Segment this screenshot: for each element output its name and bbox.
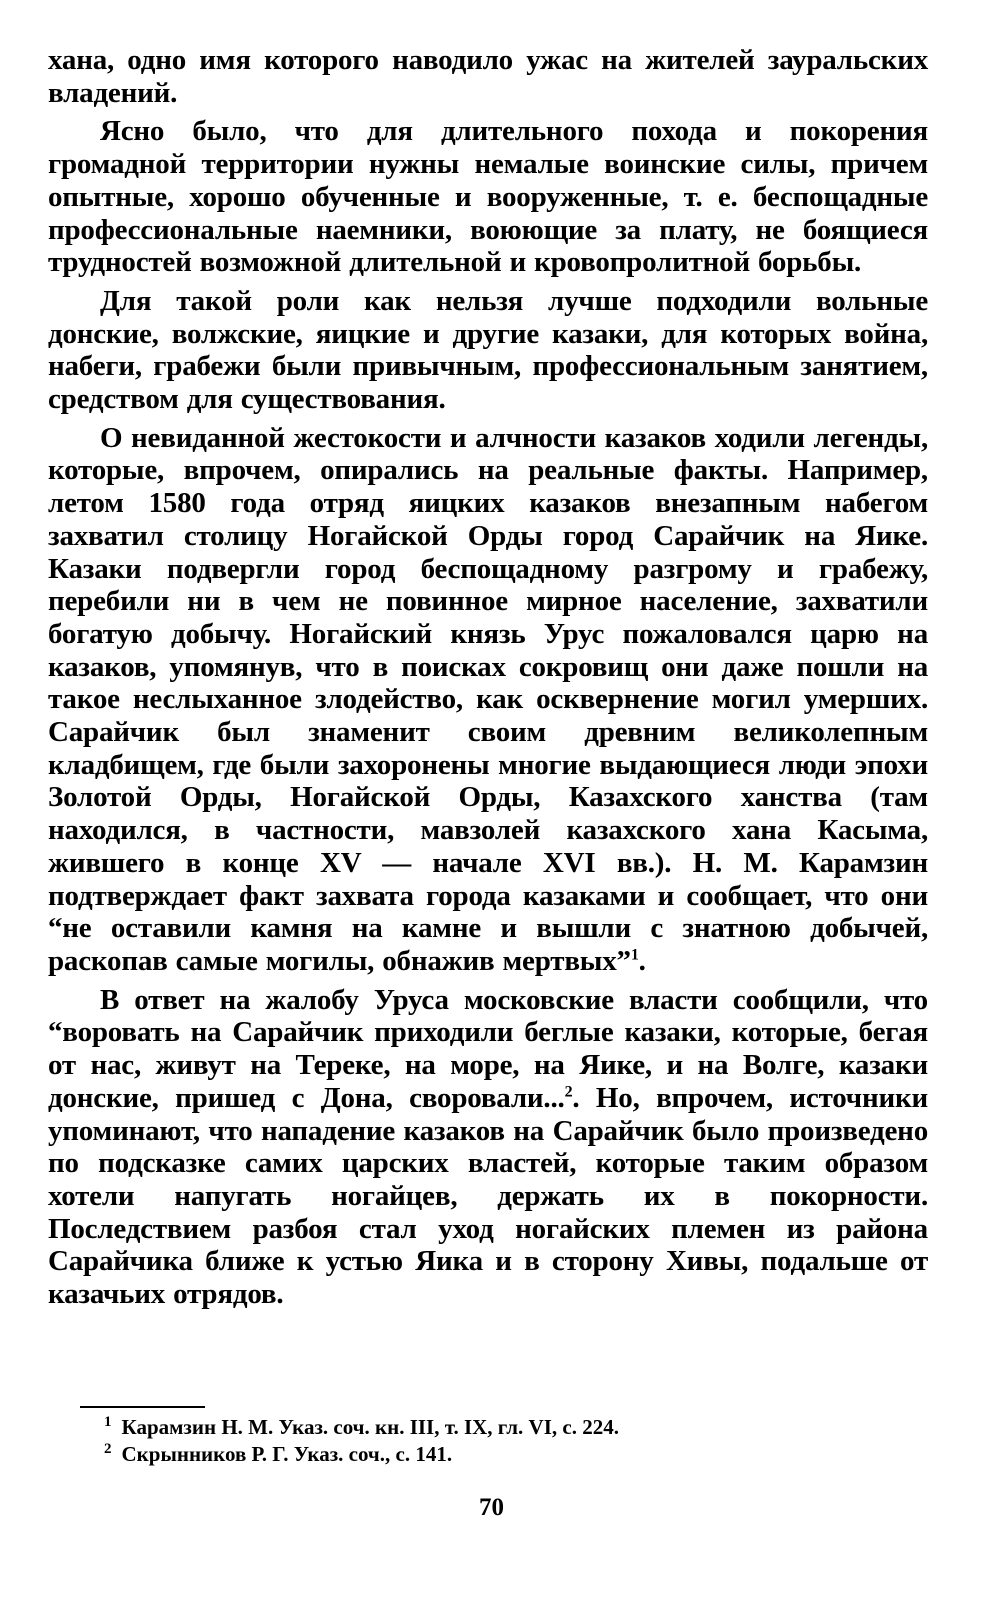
paragraph — [48, 285, 928, 416]
paragraph — [48, 44, 928, 109]
paragraph — [48, 115, 928, 279]
paragraph — [48, 422, 928, 978]
footnote-text: Карамзин Н. М. Указ. соч. кн. III, т. IX, гл. VI, с. 224. — [121, 1415, 619, 1439]
page-body — [48, 44, 928, 1317]
paragraph-text: О невиданной жестокости и алчности казаков ходили легенды, которые, впрочем, опирались на реальные факты. Например, летом 1580 года отряд яицких казаков внезапным набегом захватил столицу Ногайской Орды город Сарайчик на Яике. Казаки подвергли город беспощадному разгрому и грабежу, перебили ни в чем не повинное мирное население, захватили богатую добычу. Ногайский князь Урус пожаловался царю на казаков, упомянув, что в поисках сокровищ они даже пошли на такое неслыханное злодейство, как осквернение могил умерших. Сарайчик был знаменит своим древним великолепным кладбищем, где были захоронены многие выдающиеся люди эпохи Золотой Орды, Ногайской Орды, Казахского ханства (там находился, в частности, мавзолей казахского хана Касыма, жившего в конце XV — начале XVI вв.). Н. М. Карамзин подтверждает факт захвата города казаками и сообщает, что они “не оставили камня на камне и вышли с знатною добычей, раскопав самые могилы, обнажив мертвых” — [48, 421, 928, 977]
footnote-mark: 2 — [104, 1441, 112, 1457]
paragraph-text: В ответ на жалобу Уруса московские власти сообщили, что “воровать на Сарайчик приходили беглые казаки, которые, бегая от нас, живут на Тереке, на море, на Яике, и на Волге, казаки донские, пришед с Дона, своровали... — [48, 983, 928, 1114]
footnote-divider — [80, 1406, 205, 1408]
footnote-text: Скрынников Р. Г. Указ. соч., с. 141. — [121, 1442, 453, 1466]
paragraph-text: хана, одно имя которого наводило ужас на жителей зауральских владений. — [48, 44, 928, 109]
footnote-reference: 2 — [564, 1083, 573, 1101]
body-text — [48, 44, 928, 1311]
paragraph-text: Для такой роли как нельзя лучше подходили вольные донские, волжские, яицкие и другие казаки, для которых война, набеги, грабежи были привычным, профессиональным занятием, средством для существования. — [48, 284, 928, 416]
paragraph-text: . — [638, 944, 646, 977]
paragraph-text: . Но, впрочем, источники упоминают, что нападение казаков на Сарайчик было произведено по подсказке самих царских властей, которые таким образом хотели напугать ногайцев, держать их в покорности. Последствием разбоя стал уход ногайских племен из района Сарайчика ближе к устью Яика и в сторону Хивы, подальше от казачьих отрядов. — [48, 1081, 929, 1311]
page-number: 70 — [479, 1494, 504, 1521]
footnote-2 — [104, 1441, 924, 1468]
footnote-reference: 1 — [630, 946, 639, 964]
footnote-mark: 1 — [104, 1414, 112, 1430]
footnotes — [104, 1414, 924, 1468]
footnote-1 — [104, 1414, 924, 1441]
paragraph — [48, 984, 928, 1311]
paragraph-text: Ясно было, что для длительного похода и покорения громадной территории нужны немалые воинские силы, причем опытные, хорошо обученные и вооруженные, т. е. беспощадные профессиональные наемники, воюющие за плату, не боящиеся трудностей возможной длительной и кровопролитной борьбы. — [48, 115, 928, 279]
